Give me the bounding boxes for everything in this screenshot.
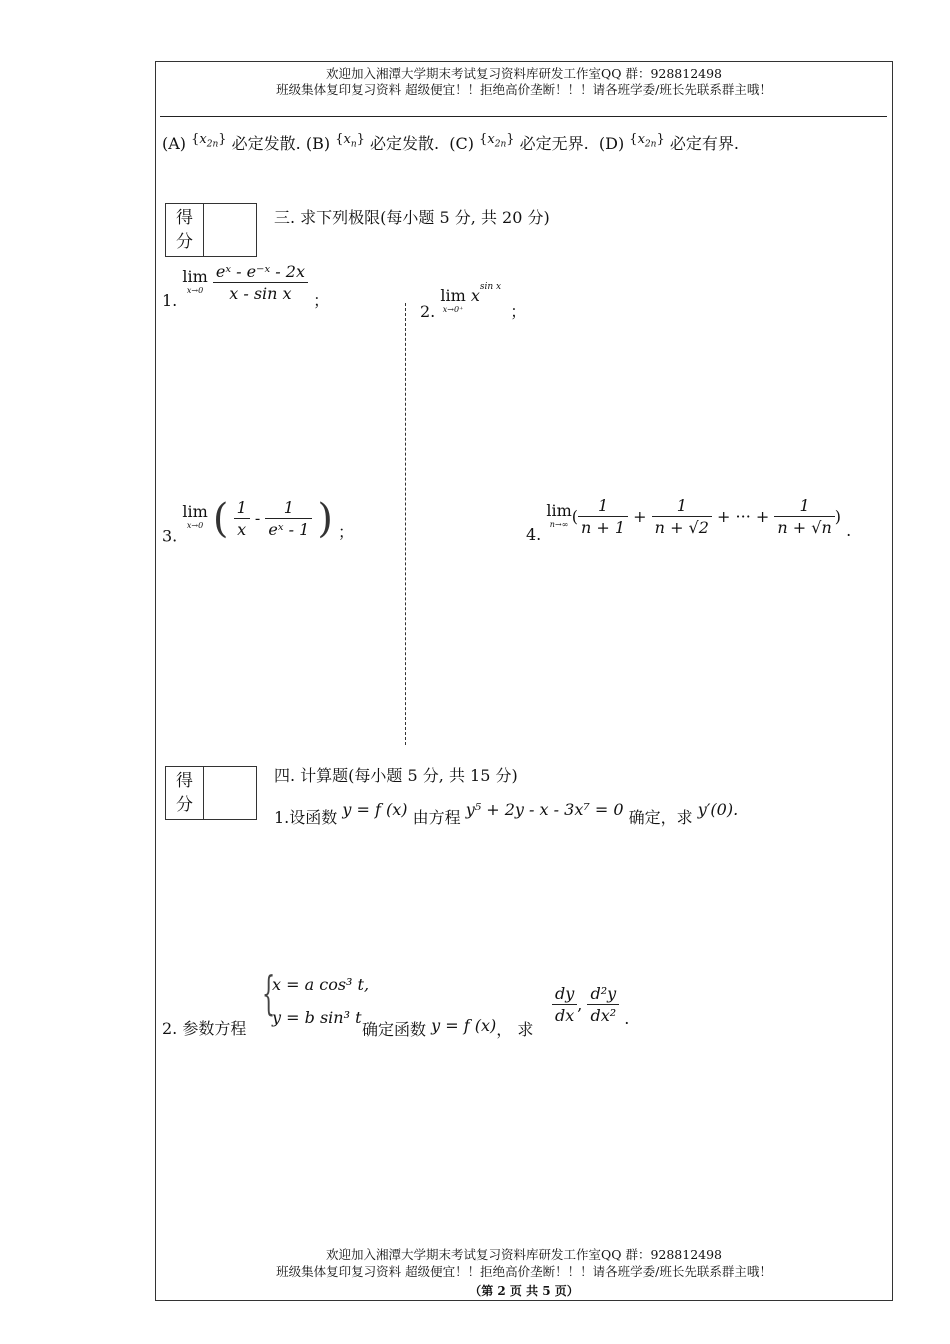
p3-frac-a-den: x: [237, 519, 247, 539]
column-divider: [405, 303, 406, 745]
p1-numerator: eˣ - e⁻ˣ - 2x: [213, 262, 308, 283]
header-line-2: 班级集体复印复习资料 超级便宜！！拒绝高价垄断！！！请各班学委/班长先联系群主哦！: [276, 82, 772, 97]
p3-frac-b-num: 1: [265, 498, 312, 519]
page-frame: [155, 61, 893, 1301]
header-line-1: 欢迎加入湘潭大学期末考试复习资料库研发工作室QQ 群：928812498: [325, 66, 723, 81]
score-label-2: 分: [176, 795, 193, 815]
score-box-section-4: [165, 766, 257, 820]
problem-1-number: 1.: [162, 291, 178, 310]
q1-function: y = f (x): [342, 800, 408, 819]
choice-a-text: 必定发散.: [231, 134, 301, 153]
choice-b-seq: {xn}: [335, 132, 365, 150]
lim-subscript: x→0: [186, 521, 204, 530]
lim-operator: lim: [546, 500, 572, 520]
problem-2-number: 2.: [420, 302, 436, 321]
q1-prefix: 1.设函数: [274, 808, 338, 827]
q1-suffix: 确定，求: [628, 808, 693, 827]
lim-subscript: n→∞: [549, 519, 569, 529]
score-box-section-3: [165, 203, 257, 257]
problem-4-number: 4.: [526, 525, 542, 544]
choices-line: [162, 131, 739, 156]
page-number: （第 2 页 共 5 页）: [469, 1284, 579, 1298]
p2-base: x: [470, 286, 480, 305]
q2-comma: ,: [577, 995, 583, 1014]
q1-equation: y⁵ + 2y - x - 3x⁷ = 0: [465, 800, 624, 819]
q2-equation-2: y = b sin³ t: [272, 1008, 362, 1027]
score-label-2: 分: [176, 232, 193, 252]
p3-frac-a-num: 1: [234, 498, 250, 519]
choice-c-label: (C): [449, 134, 474, 153]
lim-operator: lim: [182, 502, 208, 521]
problem-3: 3. lim x→0 ( $\frac{1}{x}$ - $\frac{1}{\text{eˣ - 1}}$ ) ；: [162, 496, 355, 546]
choice-b-label: (B): [305, 134, 331, 153]
q2-mid: 确定函数: [362, 1020, 427, 1039]
p4-term-3-num: 1: [774, 496, 834, 517]
q2-derivatives: [552, 984, 629, 1028]
q2-end: .: [624, 1009, 630, 1028]
problem-2: [420, 282, 526, 322]
score-label-1: 得: [176, 771, 193, 791]
section-3-title: 三. 求下列极限(每小题 5 分, 共 20 分): [274, 208, 550, 227]
choice-a-seq: {x2n}: [191, 132, 227, 150]
p2-exponent: sin x: [479, 282, 502, 292]
question-1: [274, 800, 738, 828]
problem-1: [162, 262, 329, 311]
choice-a-label: (A): [162, 134, 187, 153]
choice-d-label: (D): [598, 134, 625, 153]
p4-term-1-num: 1: [578, 496, 628, 517]
problem-3-number: 3.: [162, 526, 178, 546]
q2-dx: dx: [555, 1006, 575, 1025]
p3-minus: -: [254, 508, 261, 528]
problem-4: 4. lim n→∞ ( $\frac{1}{n + 1}$ + $\frac{1}{n + √2}$ + ··· + $\frac{1}{n + √n}$ ) .: [526, 496, 852, 544]
q2-d2y: d²y: [587, 984, 619, 1005]
choice-c-seq: {x2n}: [479, 132, 515, 150]
footer-line-1: 欢迎加入湘潭大学期末考试复习资料库研发工作室QQ 群：928812498: [325, 1247, 723, 1262]
p4-term-2-num: 1: [652, 496, 712, 517]
q2-equation-1: x = a cos³ t,: [272, 975, 370, 994]
q1-mid: 由方程: [412, 808, 461, 827]
footer-line-2: 班级集体复印复习资料 超级便宜！！拒绝高价垄断！！！请各班学委/班长先联系群主哦！: [276, 1264, 772, 1279]
q1-target: y′(0).: [697, 800, 739, 819]
p1-end: ；: [313, 291, 330, 310]
question-2-prefix: 2. 参数方程: [162, 1019, 247, 1038]
p4-dots: + ··· +: [717, 507, 770, 526]
p3-frac-b-den: eˣ - 1: [268, 519, 310, 539]
question-2-rest: [362, 1016, 533, 1040]
q2-dx2: dx²: [590, 1006, 617, 1025]
lim-subscript: x→0: [186, 285, 204, 295]
p3-end: ；: [338, 522, 355, 542]
section-4-title: 四. 计算题(每小题 5 分, 共 15 分): [274, 766, 518, 785]
lim-operator: lim: [440, 285, 466, 305]
p1-denominator: x - sin x: [229, 284, 292, 303]
score-label-1: 得: [176, 208, 193, 228]
lim-operator: lim: [182, 266, 208, 286]
p4-term-1-den: n + 1: [581, 518, 626, 537]
header-rule: [160, 116, 887, 117]
choice-d-text: 必定有界.: [669, 134, 739, 153]
system-brace: {: [262, 966, 276, 1020]
p4-end: .: [846, 521, 852, 540]
q2-function: y = f (x): [431, 1016, 497, 1035]
q2-ask: ， 求: [496, 1020, 534, 1039]
choice-d-seq: {x2n}: [629, 132, 665, 150]
choice-c-text: 必定无界.: [519, 134, 589, 153]
choice-b-text: 必定发散.: [370, 134, 440, 153]
lim-subscript: x→0⁺: [442, 304, 464, 314]
p4-term-3-den: n + √n: [777, 518, 832, 537]
p4-term-2-den: n + √2: [654, 518, 709, 537]
p2-end: ；: [510, 302, 527, 321]
q2-dy: dy: [552, 984, 577, 1005]
